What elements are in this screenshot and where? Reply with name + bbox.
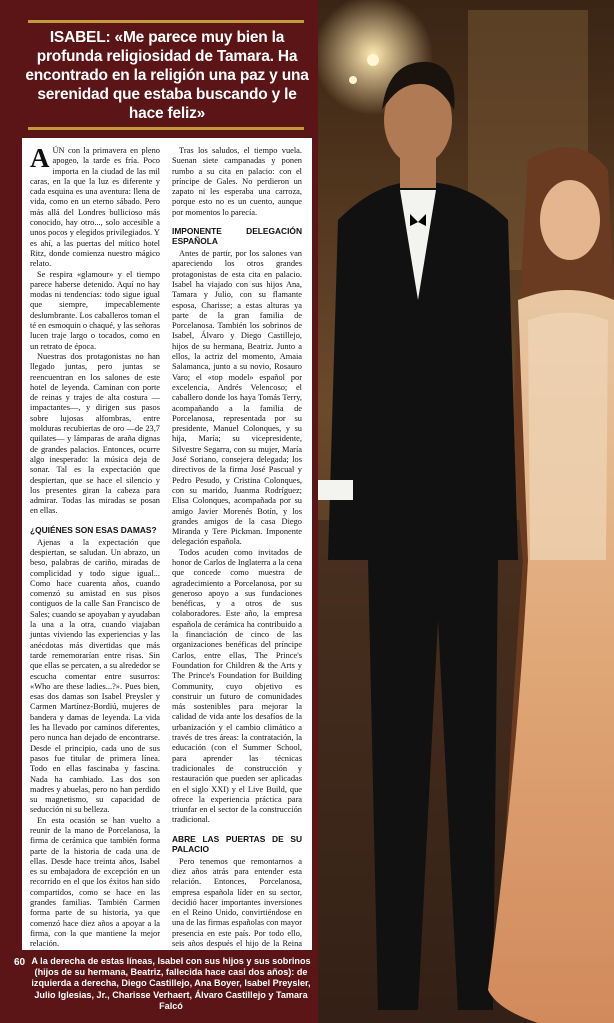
paragraph: Se respira «glamour» y el tiempo parece haberse detenido. Aquí no hay modas ni tendencias: todo sigue igual que siempre, impecablemente deslumbrante. Los caballeros toman el té en esmoquin o chaqué, y las señoras lucen traje largo o tocados, como en un retrato de época. <box>30 269 160 351</box>
top-rule <box>28 20 304 23</box>
article-column-1 <box>30 143 161 950</box>
paragraph: Nuestras dos protagonistas no han llegado juntas, pero juntas se reencuentran en los salones de este hotel de leyenda. Caminan con porte de reinas y trajes de alta costura —impactantes—, y dirigen sus pasos sobre lujosas alfombras, entre molduras recubiertas de oro —de 23,7 quilates— y lámparas de araña dignas de grandes palacios. Entonces, ocurre algo inesperado: la música deja de sonar. Tal es la expectación que despiertan, que se hace el silencio y los presentes giran la cabeza para admirar. Todas las miradas se posan en ellas. <box>30 351 160 516</box>
headline-rule <box>28 127 304 130</box>
photo-caption: A la derecha de estas líneas, Isabel con sus hijos y sus sobrinos (hijos de su hermana, Beatriz, fallecida hace casi dos años): de izquierda a derecha, Diego Castillejo, Ana Boyer, Isabel Preysler, Julio Iglesias, Jr., Charisse Verhaert, Álvaro Castillejo y Tamara Falcó <box>31 956 311 1011</box>
group-photo-illustration <box>318 0 614 1023</box>
subheading: IMPONENTE DELEGACIÓN ESPAÑOLA <box>172 226 302 247</box>
paragraph: AÚN con la primavera en pleno apogeo, la tarde es fría. Poco importa en la ciudad de las mil caras, en la que la luz es diferente y cada esquina es una aventura: llena de vida, como en un eterno sábado. Pero más allá del Londres bullicioso más conocido, hay otro..., solo accesible a unos pocos y elegidos privilegiados. Y es ahí, a las puertas del mítico hotel Ritz, donde comienza nuestro mágico relato. <box>30 143 160 269</box>
paragraph: Pero tenemos que remontarnos a diez años atrás para entender esta relación. Entonces, Porcelanosa, empresa española líder en su sector, decidió hacer importantes inversiones en el Reino Unido, convirtiéndose en una de las firmas españolas con mayor presencia en este país. Por todo ello, seis años después el hijo de la Reina <box>172 857 302 950</box>
headline: ISABEL: «Me parece muy bien la profunda religiosidad de Tamara. Ha encontrado en la religión una paz y una serenidad que estaba buscando y le hace feliz» <box>25 29 309 122</box>
paragraph: Antes de partir, por los salones van apareciendo los otros grandes protagonistas de esta cita en palacio. Isabel ha viajado con sus hijos Ana, Tamara y Julio, con su flamante esposa, Charisse; a estas alturas ya parte de la gran familia de Porcelanosa. También los sobrinos de Isabel, Álvaro y Diego Castillejo, hijos de su hermana, Beatriz. Junto a ellos, la actriz del momento, Amaia Salamanca, junto a su novio, Rosauro Varo; el «top model» español por excelencia, Andrés Velencoso; el caballero donde los haya Tomás Terry, acompañando a la familia de Porcelanosa, representada por su presidente, Manuel Colonques, y su hija, María; su vicepresidente, Silvestre Segarra, con su mujer, María José Soriano, consejera delegada; los directivos de la firma José Pascual y Pedro Pesudo, y Cristina Colonques, con su marido, Juanma Rodríguez; Elisa Colonques, acompañada por su amigo Javier Morenés Botín, y los grandes amigos de la casa Diego Miranda y Tere Pickman. Imponente delegación española. <box>172 249 302 547</box>
paragraph: Ajenas a la expectación que despiertan, se saludan. Un abrazo, un beso, palabras de cariño, miradas de complicidad y todo sigue igual... Como hace cuarenta años, cuando comenzó su amistad en sus pisos contiguos de la calle San Francisco de Sales; cuando se apoyaban y ayudaban la una a la otra, cuando viajaban juntas viviendo las experiencias y las anécdotas más divertidas que más tarde rememorarían entre risas. Sin que ellas se percaten, a su alrededor se escucha comentar entre susurros: «Who are these ladies...?». Pues bien, esas dos damas son Isabel Preysler y Carmen Martínez-Bordiú, mujeres de bandera y damas de leyenda. La vida les ha llevado por caminos diferentes, pero nunca han dejado de encontrarse. Desde el principio, cada uno de sus pasos fue titular de primera línea. Todo en ellas fascinaba y fascina. Nada ha cambiado. Las dos son madres y abuelas, pero no han perdido su magnetismo, su capacidad de seducción ni su belleza. <box>30 537 161 815</box>
drop-cap: A <box>30 143 50 173</box>
paragraph: Todos acuden como invitados de honor de Carlos de Inglaterra a la cena que concede como muestra de agradecimiento a Porcelanosa, por su generoso apoyo a sus fundaciones benéficas, y a otros de sus colaboradores. Este año, la empresa española de cerámica ha contribuido a la financiación de cinco de las organizaciones benéficas del príncipe Carlos, entre ellas, The Prince's Foundation for Children & the Arts y The Prince's Foundation for Building Community, cuyo objetivo es construir un futuro de comunidades más sostenibles para mejorar la calidad de vida ante los desafíos de la urbanización y el cambio climático a través de tres áreas: la contratación, la educación (con el Summer School, para aprender las técnicas tradicionales de construcción y restauración que pueden ser aplicadas en el siglo XXI) y el Live Build, que ofrece la experiencia práctica para triunfar en el sector de la construcción tradicional. <box>172 547 302 825</box>
paragraph: Tras los saludos, el tiempo vuela. Suenan siete campanadas y ponen rumbo a su cita en palacio: con el príncipe de Gales. No perdieron un zapato ni les esperaba una carroza, porque esto no es un cuento, aunque por momentos lo parecía. <box>172 146 302 217</box>
paragraph: En esta ocasión se han vuelto a reunir de la mano de Porcelanosa, la firma de cerámica que también forma parte de la historia de cada una de ellas. Desde hace treinta años, Isabel es su embajadora de excepción en un recorrido en el que los éxitos han sido compartidos, como se hace en las grandes familias. También Carmen forma parte de su historia, ya que comenzó hace diez años a apoyar a la firma, con la que mantiene la mejor relación. <box>30 815 160 949</box>
subheading: ABRE LAS PUERTAS DE SU PALACIO <box>172 833 302 854</box>
article-panel <box>22 138 312 950</box>
subheading: ¿QUIÉNES SON ESAS DAMAS? <box>30 524 157 535</box>
article-column-2 <box>172 146 302 950</box>
page-number: 60 <box>14 957 26 968</box>
group-photo <box>318 0 614 1023</box>
